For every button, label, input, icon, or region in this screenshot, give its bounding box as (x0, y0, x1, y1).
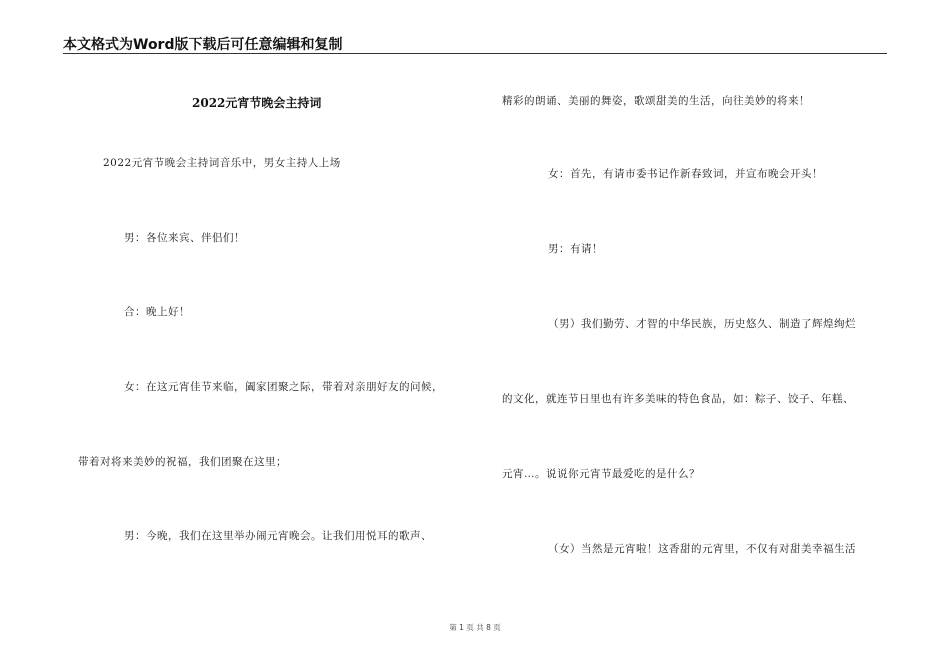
right-paragraph-line: 的文化，就连节日里也有许多美味的特色食品，如：粽子、饺子、年糕、 (502, 393, 854, 405)
document-title: 2022元宵节晚会主持词 (192, 96, 322, 110)
left-paragraph-line: 2022元宵节晚会主持词音乐中，男女主持人上场 (103, 157, 341, 169)
right-paragraph-line: 元宵…。说说你元宵节最爱吃的是什么？ (502, 468, 700, 480)
left-paragraph-line: 男：各位来宾、伴侣们！ (124, 232, 245, 244)
left-paragraph-line: 合：晚上好！ (124, 306, 190, 318)
header-title: 本文格式为Word版下载后可任意编辑和复制 (63, 37, 343, 53)
right-paragraph-line: 女：首先，有请市委书记作新春致词，并宣布晚会开头！ (548, 168, 823, 180)
left-paragraph-line: 男：今晚，我们在这里举办闹元宵晚会。让我们用悦耳的歌声、 (124, 530, 432, 542)
right-paragraph-line: 精彩的朗诵、美丽的舞姿，歌颂甜美的生活，向往美妙的将来！ (502, 95, 810, 107)
right-paragraph-line: （男）我们勤劳、才智的中华民族，历史悠久、制造了辉煌绚烂 (548, 318, 856, 330)
page-number-footer: 第 1 页 共 8 页 (449, 623, 501, 632)
right-paragraph-line: （女）当然是元宵啦！这香甜的元宵里，不仅有对甜美幸福生活 (548, 543, 856, 555)
left-paragraph-line: 女：在这元宵佳节来临，阖家团聚之际，带着对亲朋好友的问候， (124, 381, 443, 393)
right-paragraph-line: 男：有请！ (548, 243, 603, 255)
left-paragraph-line: 带着对将来美妙的祝福，我们团聚在这里； (78, 456, 287, 468)
header-divider (63, 53, 887, 54)
